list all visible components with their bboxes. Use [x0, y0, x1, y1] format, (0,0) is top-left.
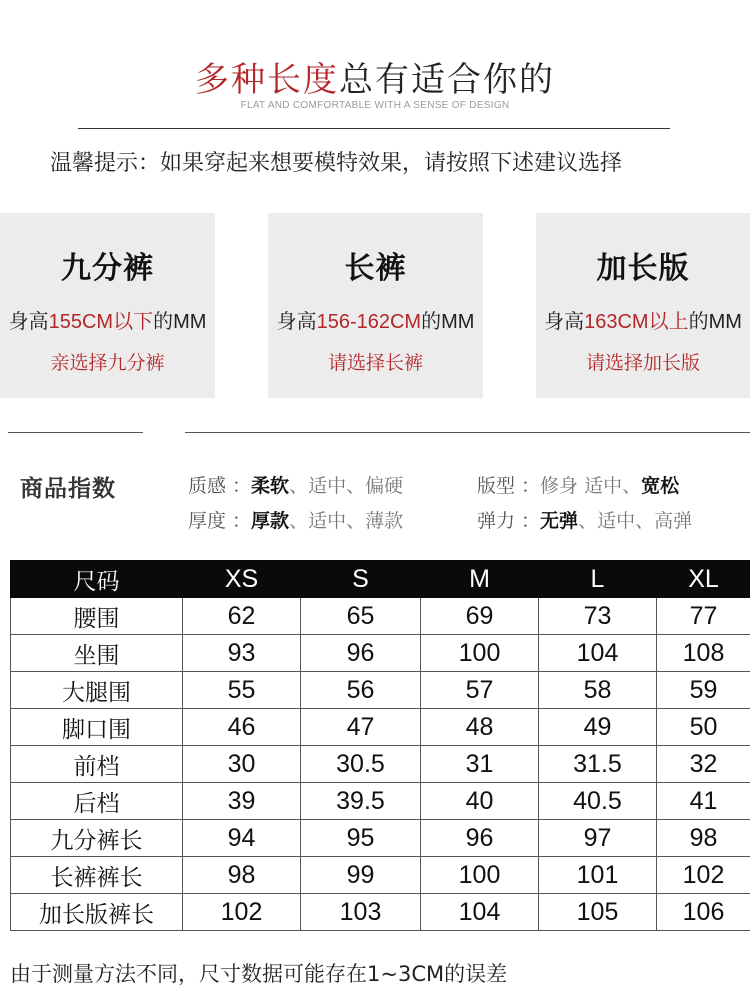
table-cell: 47 — [301, 709, 421, 746]
row-label: 九分裤长 — [11, 820, 183, 857]
table-cell: 56 — [301, 672, 421, 709]
title-red-part: 多种长度 — [195, 60, 339, 100]
table-row — [11, 783, 750, 820]
table-cell: 96 — [301, 635, 421, 672]
table-cell: 96 — [421, 820, 539, 857]
table-cell: 77 — [657, 598, 750, 635]
row-label: 长裤裤长 — [11, 857, 183, 894]
row-label: 加长版裤长 — [11, 894, 183, 931]
card-advice: 亲选择九分裤 — [50, 352, 165, 374]
table-cell: 31 — [421, 746, 539, 783]
table-row — [11, 894, 750, 931]
table-cell: 40 — [421, 783, 539, 820]
measurement-note: 由于测量方法不同，尺寸数据可能存在1~3CM的误差 — [10, 962, 508, 986]
table-cell: 101 — [539, 857, 657, 894]
title-dark-part: 总有适合你的 — [339, 60, 555, 100]
table-row — [11, 598, 750, 635]
size-header-cell: M — [421, 561, 539, 598]
thickness-index: 厚度 ：厚款、适中、薄款 — [188, 510, 404, 532]
table-cell: 73 — [539, 598, 657, 635]
size-header-cell: XL — [657, 561, 750, 598]
table-cell: 32 — [657, 746, 750, 783]
table-cell: 55 — [183, 672, 301, 709]
table-row — [11, 746, 750, 783]
table-cell: 106 — [657, 894, 750, 931]
table-cell: 46 — [183, 709, 301, 746]
card-advice: 请选择加长版 — [585, 352, 700, 374]
table-row — [11, 672, 750, 709]
card-height: 身高163CM以上的MM — [544, 309, 742, 333]
row-label: 大腿围 — [11, 672, 183, 709]
table-row — [11, 709, 750, 746]
table-cell: 39.5 — [301, 783, 421, 820]
table-cell: 98 — [183, 857, 301, 894]
table-cell: 48 — [421, 709, 539, 746]
length-card-long — [268, 213, 483, 398]
table-cell: 104 — [421, 894, 539, 931]
table-cell: 105 — [539, 894, 657, 931]
table-cell: 57 — [421, 672, 539, 709]
table-cell: 95 — [301, 820, 421, 857]
table-cell: 41 — [657, 783, 750, 820]
divider — [8, 432, 143, 433]
card-name: 九分裤 — [61, 251, 154, 286]
table-cell: 108 — [657, 635, 750, 672]
table-cell: 58 — [539, 672, 657, 709]
table-cell: 102 — [657, 857, 750, 894]
table-cell: 50 — [657, 709, 750, 746]
length-card-extra-long — [536, 213, 750, 398]
page-title — [0, 52, 750, 101]
card-name: 加长版 — [596, 251, 690, 286]
table-cell: 97 — [539, 820, 657, 857]
row-label: 后档 — [11, 783, 183, 820]
row-label: 脚口围 — [11, 709, 183, 746]
card-name: 长裤 — [344, 251, 407, 286]
card-height: 身高155CM以下的MM — [8, 309, 207, 333]
table-cell: 98 — [657, 820, 750, 857]
page-subtitle: FLAT AND COMFORTABLE WITH A SENSE OF DESIGN — [240, 100, 510, 111]
length-card-cropped — [0, 213, 215, 398]
size-header-label: 尺码 — [11, 561, 183, 598]
table-cell: 93 — [183, 635, 301, 672]
row-label: 腰围 — [11, 598, 183, 635]
table-cell: 100 — [421, 857, 539, 894]
table-row — [11, 857, 750, 894]
row-label: 坐围 — [11, 635, 183, 672]
table-cell: 94 — [183, 820, 301, 857]
table-cell: 65 — [301, 598, 421, 635]
table-cell: 59 — [657, 672, 750, 709]
card-advice: 请选择长裤 — [327, 352, 423, 374]
table-cell: 30.5 — [301, 746, 421, 783]
table-cell: 30 — [183, 746, 301, 783]
table-cell: 40.5 — [539, 783, 657, 820]
table-cell: 39 — [183, 783, 301, 820]
divider — [185, 432, 750, 433]
elasticity-index: 弹力 ：无弹、适中、高弹 — [477, 510, 693, 532]
table-cell: 49 — [539, 709, 657, 746]
table-cell: 100 — [421, 635, 539, 672]
table-cell: 31.5 — [539, 746, 657, 783]
size-header-cell: XS — [183, 561, 301, 598]
card-height: 身高156-162CM的MM — [276, 309, 475, 333]
size-table — [10, 560, 750, 931]
table-row — [11, 820, 750, 857]
divider — [78, 128, 670, 129]
size-header-cell: S — [301, 561, 421, 598]
texture-index: 质感 ：柔软、适中、偏硬 — [188, 475, 404, 497]
size-header-row — [11, 561, 750, 598]
size-header-cell: L — [539, 561, 657, 598]
table-cell: 99 — [301, 857, 421, 894]
table-cell: 103 — [301, 894, 421, 931]
product-index-title: 商品指数 — [20, 476, 116, 502]
table-cell: 62 — [183, 598, 301, 635]
table-row — [11, 635, 750, 672]
table-cell: 102 — [183, 894, 301, 931]
fit-index: 版型 ：修身 适中、宽松 — [477, 475, 680, 497]
table-cell: 69 — [421, 598, 539, 635]
table-cell: 104 — [539, 635, 657, 672]
row-label: 前档 — [11, 746, 183, 783]
tip-text: 温馨提示：如果穿起来想要模特效果，请按照下述建议选择 — [50, 151, 623, 176]
